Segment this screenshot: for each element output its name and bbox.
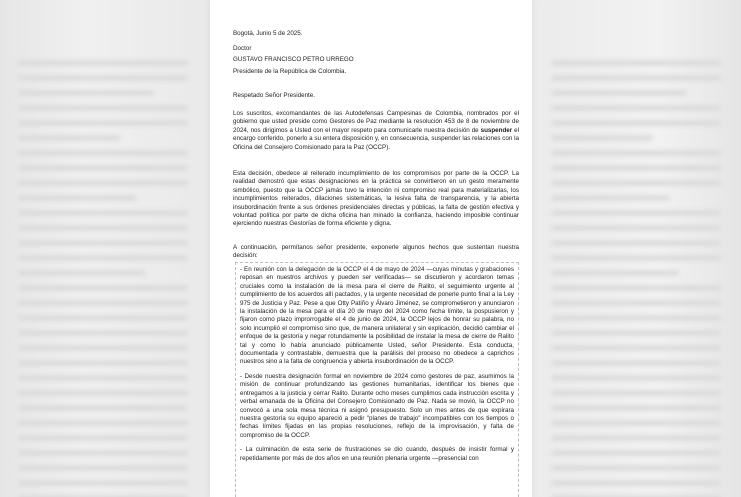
salutation: Respetado Señor Presidente.: [233, 92, 315, 99]
paragraph-decision-bold: suspender: [480, 126, 513, 134]
letter-date: Bogotá, Junio 5 de 2025.: [233, 30, 303, 37]
paragraph-reasons: Esta decisión, obedece al reiterado incumplimiento de los compromisos por parte de la OCCP. La realidad demostró que estas designaciones en la práctica se convirtieron en un gesto meramente simbólico, puesto que la OCCP jamás tuvo la intención ni compromiso real para materializarlas, los incumplimientos reiterados, dilaciones sistemáticas, la lesiva falta de transparencia, y la abierta insubordinación frente a sus órdenes presidenciales directas y públicas, la falta de gestión efectiva y voluntad política por parte de dicha oficina han minado la confianza, haciendo imposible continuar ejerciendo nuestras Gestorías de forma eficiente y digna.: [233, 170, 519, 228]
blurred-background-left: [0, 0, 210, 497]
paragraph-intro-facts: A continuación, permítanos señor presidente, exponerle algunos hechos que sustentan nuestra decisión:: [233, 244, 519, 260]
paragraph-decision-text-1: Los suscritos, excomandantes de las Autodefensas Campesinas de Colombia, nombrados por el gobierno que usted preside como Gestores de Paz mediante la resolución 453 de 8 de noviembre de 2024, nos dirigimos a Usted con el mayor respeto para comunicarle nuestra decisión de: [233, 110, 519, 134]
recipient-name: GUSTAVO FRANCISCO PETRO URREGO: [233, 56, 354, 63]
fact-item: - En reunión con la delegación de la OCCP el 4 de mayo de 2024 —cuyas minutas y grabaciones reposan en nuestros archivos y pueden ser verificadas— se discutieron y acordaron temas cruciales como la instalación de la mesa para el cierre de Ralito, el seguimiento urgente al cumplimiento de los acuerdos allí pactados, y la urgente necesidad de ponerle punto final a la Ley 975 de Justicia y Paz. Pese a que Otty Patiño y Álvaro Jiménez, se comprometieron y anunciaron la instalación de la mesa para el día 20 de mayo del 2024 como fecha límite, la pospusieron y fijaron como plazo improrrogable el 4 de junio de 2024, la OCCP lejos de honrar su palabra, no solo incumplió el compromiso sino que, de manera unilateral y sin explicación, decidió cambiar el enfoque de la gestoría y negar rotundamente la posibilidad de instalar la mesa de cierre de Ralito tal y como lo había anunciado públicamente Usted, señor Presidente. Esta conducta, documentada y contrastable, demuestra que la parálisis del proceso no obedece a caprichos nuestros sino a la falta de congruencia y abierta insubordinación de la OCCP.: [240, 266, 514, 366]
recipient-title: Doctor: [233, 45, 252, 52]
recipient-position: Presidente de la República de Colombia.: [233, 68, 347, 75]
paragraph-decision: [233, 110, 519, 152]
fact-item: - Desde nuestra designación formal en noviembre de 2024 como gestores de paz, asumimos la misión de continuar profundizando las gestiones humanitarias, identificar los bienes que entregamos a la justicia y cerrar Ralito. Durante ocho meses cumplimos cada instrucción escrita y verbal emanada de la Oficina del Consejero Comisionado de Paz. Nada se movió, la OCCP no convocó a una sola mesa técnica ni asignó presupuesto. Solo un mes antes de que expirara nuestra gestoría su equipo apareció a pedir "planes de trabajo" incompatibles con los tiempos o fechas límites fijadas en las propias resoluciones, reflejo de la improvisación, y falta de compromiso de la OCCP.: [240, 372, 514, 439]
letter-page: [210, 0, 532, 497]
fact-item: - La culminación de esta serie de frustraciones se dio cuando, después de insistir formal y repetidamente por más de dos años en una reunión plenaria urgente —presencial con: [240, 446, 514, 462]
blurred-background-right: [531, 0, 741, 497]
facts-block: [235, 262, 519, 497]
paragraph-decision-text-2: el encargo conferido, ponerlo a su entera disposición y, en consecuencia, suspender las relaciones con la Oficina del Consejero Comisionado para la Paz (OCCP).: [233, 126, 519, 151]
